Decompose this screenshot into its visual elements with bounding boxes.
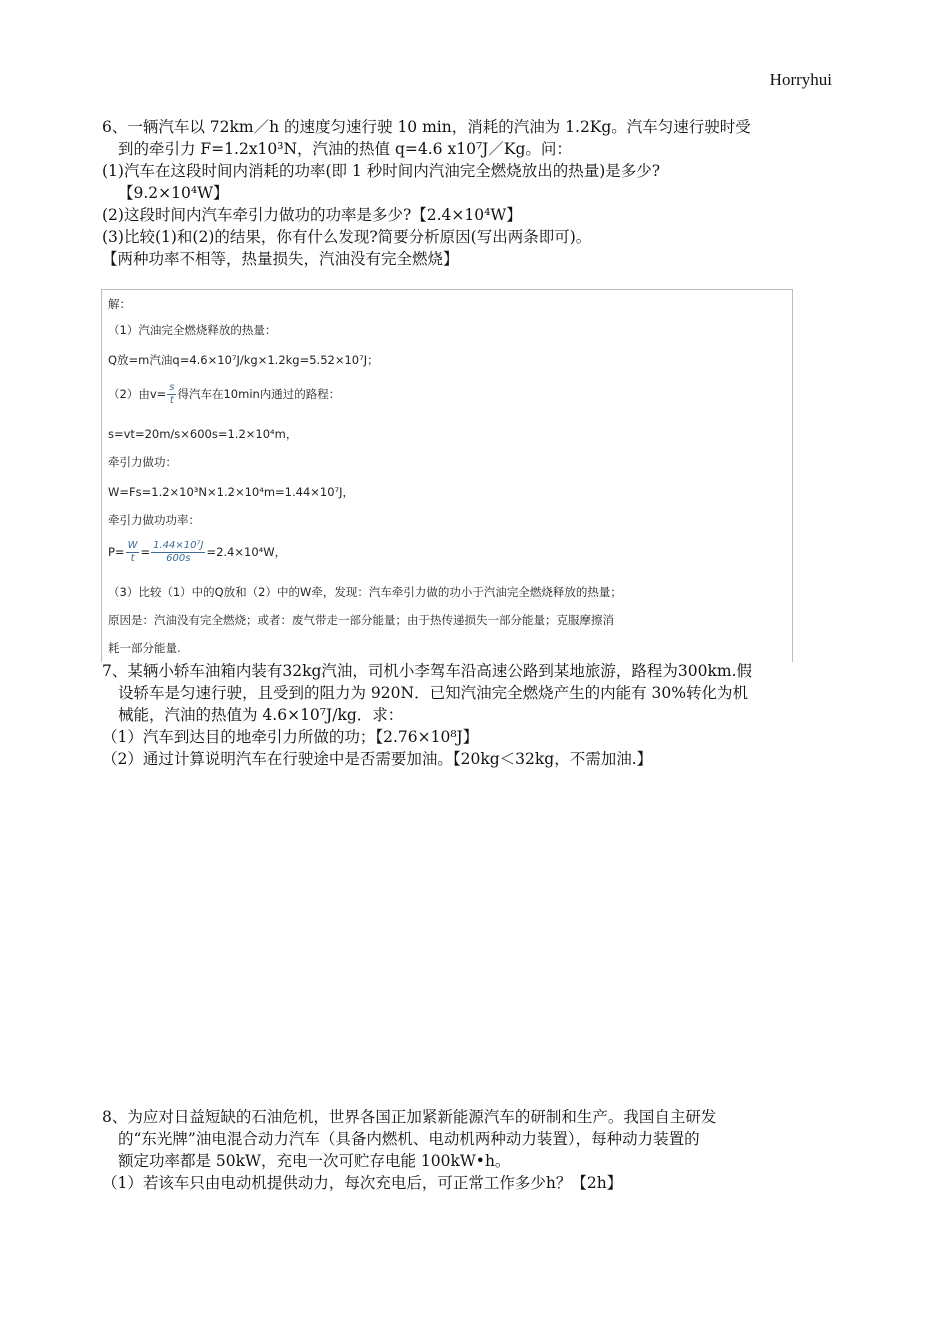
solution-step-3: （3）比较（1）中的Q放和（2）中的W牵，发现：汽车牵引力做的功小于汽油完全燃烧释放的热量； (108, 585, 622, 599)
solution-heading: 解： (108, 297, 131, 311)
q8-part-1: （1）若该车只由电动机提供动力，每次充电后，可正常工作多少h？【2h】 (102, 1174, 623, 1192)
q7-line-2: 设轿车是匀速行驶，且受到的阻力为 920N．已知汽油完全燃烧产生的内能有 30%转化为机 (118, 684, 748, 702)
fraction-numerator: s (169, 382, 175, 393)
solution-box (101, 289, 793, 662)
q6-part-3: (3)比较(1)和(2)的结果，你有什么发现?简要分析原因(写出两条即可)。 (102, 228, 592, 246)
power-result: =2.4×10⁴W， (206, 545, 287, 559)
power-prefix: P= (108, 545, 125, 559)
solution-reason-cont: 耗一部分能量. (108, 641, 181, 655)
fraction-numerator: 1.44×10⁷J (153, 540, 204, 551)
q7-line-3: 械能，汽油的热值为 4.6×10⁷J/kg．求： (118, 706, 404, 724)
velocity-fraction (167, 382, 176, 407)
q8-line-2: 的“东光牌”油电混合动力汽车（具备内燃机、电动机两种动力装置），每种动力装置的 (118, 1130, 700, 1148)
q8-line-3: 额定功率都是 50kW，充电一次可贮存电能 100kW•h。 (118, 1152, 511, 1170)
q6-part-1: (1)汽车在这段时间内消耗的功率(即 1 秒时间内汽油完全燃烧放出的热量)是多少? (102, 162, 661, 180)
power-fraction-1 (126, 540, 140, 565)
solution-work-label: 牵引力做功： (108, 455, 177, 469)
q8-line-1: 8、为应对日益短缺的石油危机，世界各国正加紧新能源汽车的研制和生产。我国自主研发 (102, 1108, 717, 1126)
power-fraction-2 (151, 540, 205, 565)
question-8 (102, 1106, 862, 1194)
fraction-denominator: t (130, 553, 135, 564)
solution-step-1: （1）汽油完全燃烧释放的热量： (108, 323, 277, 337)
question-7 (102, 660, 862, 770)
q6-part-2: (2)这段时间内汽车牵引力做功的功率是多少?【2.4×10⁴W】 (102, 206, 522, 224)
q7-part-1: （1）汽车到达目的地牵引力所做的功；【2.76×10⁸J】 (102, 728, 479, 746)
question-6 (102, 116, 862, 270)
solution-step-2-suffix: 得汽车在10min内通过的路程： (177, 387, 341, 401)
solution-power-label: 牵引力做功功率： (108, 513, 200, 527)
power-equals: = (140, 545, 151, 559)
fraction-denominator: t (169, 395, 174, 406)
solution-heat-formula: Q放=m汽油q=4.6×10⁷J/kg×1.2kg=5.52×10⁷J； (108, 353, 379, 367)
solution-step-2-prefix: （2）由v= (108, 387, 167, 401)
solution-work-formula: W=Fs=1.2×10³N×1.2×10⁴m=1.44×10⁷J， (108, 485, 355, 499)
q7-line-1: 7、某辆小轿车油箱内装有32kg汽油，司机小李驾车沿高速公路到某地旅游，路程为300km.假 (102, 662, 753, 680)
solution-distance-formula: s=vt=20m/s×600s=1.2×10⁴m， (108, 427, 298, 441)
q6-line-1: 6、一辆汽车以 72km／h 的速度匀速行驶 10 min，消耗的汽油为 1.2Kg。汽车匀速行驶时受 (102, 118, 751, 136)
solution-reason: 原因是：汽油没有完全燃烧；或者：废气带走一部分能量；由于热传递损失一部分能量；克服摩擦消 (108, 613, 614, 627)
fraction-denominator: 600s (166, 553, 191, 564)
q6-answer-1: 【9.2×10⁴W】 (118, 184, 229, 202)
solution-power-formula (108, 540, 286, 565)
page-header-author: Horryhui (769, 70, 832, 89)
q6-answer-3: 【两种功率不相等，热量损失，汽油没有完全燃烧】 (102, 250, 459, 268)
fraction-numerator: W (127, 540, 138, 551)
solution-step-2 (108, 382, 340, 407)
q6-line-2: 到的牵引力 F=1.2x10³N，汽油的热值 q=4.6 x10⁷J／Kg。问： (118, 140, 572, 158)
q7-part-2: （2）通过计算说明汽车在行驶途中是否需要加油。【20kg＜32kg，不需加油.】 (102, 750, 653, 768)
